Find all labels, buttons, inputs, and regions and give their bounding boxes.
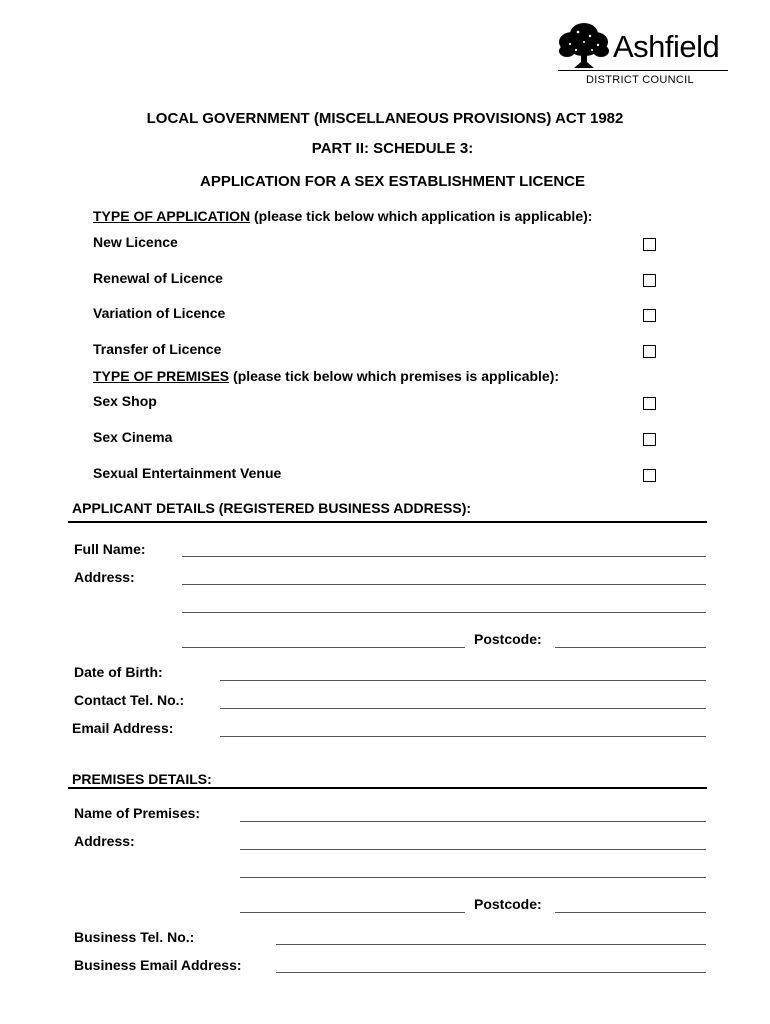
part-heading: PART II: SCHEDULE 3: (311, 140, 474, 157)
business-email-field[interactable] (276, 972, 706, 973)
premises-postcode-label: Postcode: (474, 896, 542, 912)
option-variation-licence: Variation of Licence (93, 305, 226, 321)
checkbox-sex-cinema[interactable] (643, 433, 656, 446)
act-heading: LOCAL GOVERNMENT (MISCELLANEOUS PROVISIONS) ACT 1982 (146, 110, 624, 127)
premises-address-line-3-field[interactable] (240, 912, 465, 913)
email-label: Email Address: (72, 720, 174, 736)
application-type-title: TYPE OF APPLICATION (93, 208, 251, 224)
full-name-label: Full Name: (74, 541, 146, 557)
address-line-3-field[interactable] (182, 647, 465, 648)
checkbox-sex-shop[interactable] (643, 397, 656, 410)
premises-postcode-field[interactable] (555, 912, 706, 913)
applicant-section-rule (68, 521, 707, 523)
email-field[interactable] (220, 736, 706, 737)
premises-type-title: TYPE OF PREMISES (93, 368, 230, 384)
premises-address-label: Address: (74, 833, 135, 849)
checkbox-sexual-entertainment-venue[interactable] (643, 469, 656, 482)
application-type-instruction: (please tick below which application is applicable): (254, 208, 593, 224)
checkbox-variation-licence[interactable] (643, 309, 656, 322)
option-sexual-entertainment-venue: Sexual Entertainment Venue (93, 465, 282, 481)
premises-address-line-1-field[interactable] (240, 849, 706, 850)
business-tel-label: Business Tel. No.: (74, 929, 195, 945)
address-label: Address: (74, 569, 135, 585)
business-email-label: Business Email Address: (74, 957, 242, 973)
address-line-2-field[interactable] (182, 612, 706, 613)
option-sex-cinema: Sex Cinema (93, 429, 173, 445)
premises-name-field[interactable] (240, 821, 706, 822)
premises-section-heading: PREMISES DETAILS: (72, 771, 212, 787)
checkbox-renewal-licence[interactable] (643, 274, 656, 287)
postcode-label: Postcode: (474, 631, 542, 647)
full-name-field[interactable] (182, 556, 706, 557)
tree-icon (558, 20, 610, 70)
option-transfer-licence: Transfer of Licence (93, 341, 222, 357)
premises-type-instruction: (please tick below which premises is applicable): (233, 368, 560, 384)
checkbox-new-licence[interactable] (643, 238, 656, 251)
logo-subtitle: DISTRICT COUNCIL (586, 74, 694, 86)
logo-rule (558, 70, 728, 71)
premises-section-rule (68, 787, 707, 789)
address-line-1-field[interactable] (182, 584, 706, 585)
postcode-field[interactable] (555, 647, 706, 648)
date-of-birth-label: Date of Birth: (74, 664, 163, 680)
checkbox-transfer-licence[interactable] (643, 345, 656, 358)
premises-name-label: Name of Premises: (74, 805, 201, 821)
contact-tel-label: Contact Tel. No.: (74, 692, 185, 708)
option-renewal-licence: Renewal of Licence (93, 270, 223, 286)
contact-tel-field[interactable] (220, 708, 706, 709)
applicant-section-heading: APPLICANT DETAILS (REGISTERED BUSINESS ADDRESS): (72, 500, 472, 516)
option-sex-shop: Sex Shop (93, 393, 157, 409)
date-of-birth-field[interactable] (220, 680, 706, 681)
business-tel-field[interactable] (276, 944, 706, 945)
logo-name: Ashfield (613, 29, 720, 64)
form-title: APPLICATION FOR A SEX ESTABLISHMENT LICENCE (199, 173, 585, 190)
option-new-licence: New Licence (93, 234, 178, 250)
application-type-heading (93, 209, 592, 223)
premises-type-heading (93, 369, 559, 383)
premises-address-line-2-field[interactable] (240, 877, 706, 878)
